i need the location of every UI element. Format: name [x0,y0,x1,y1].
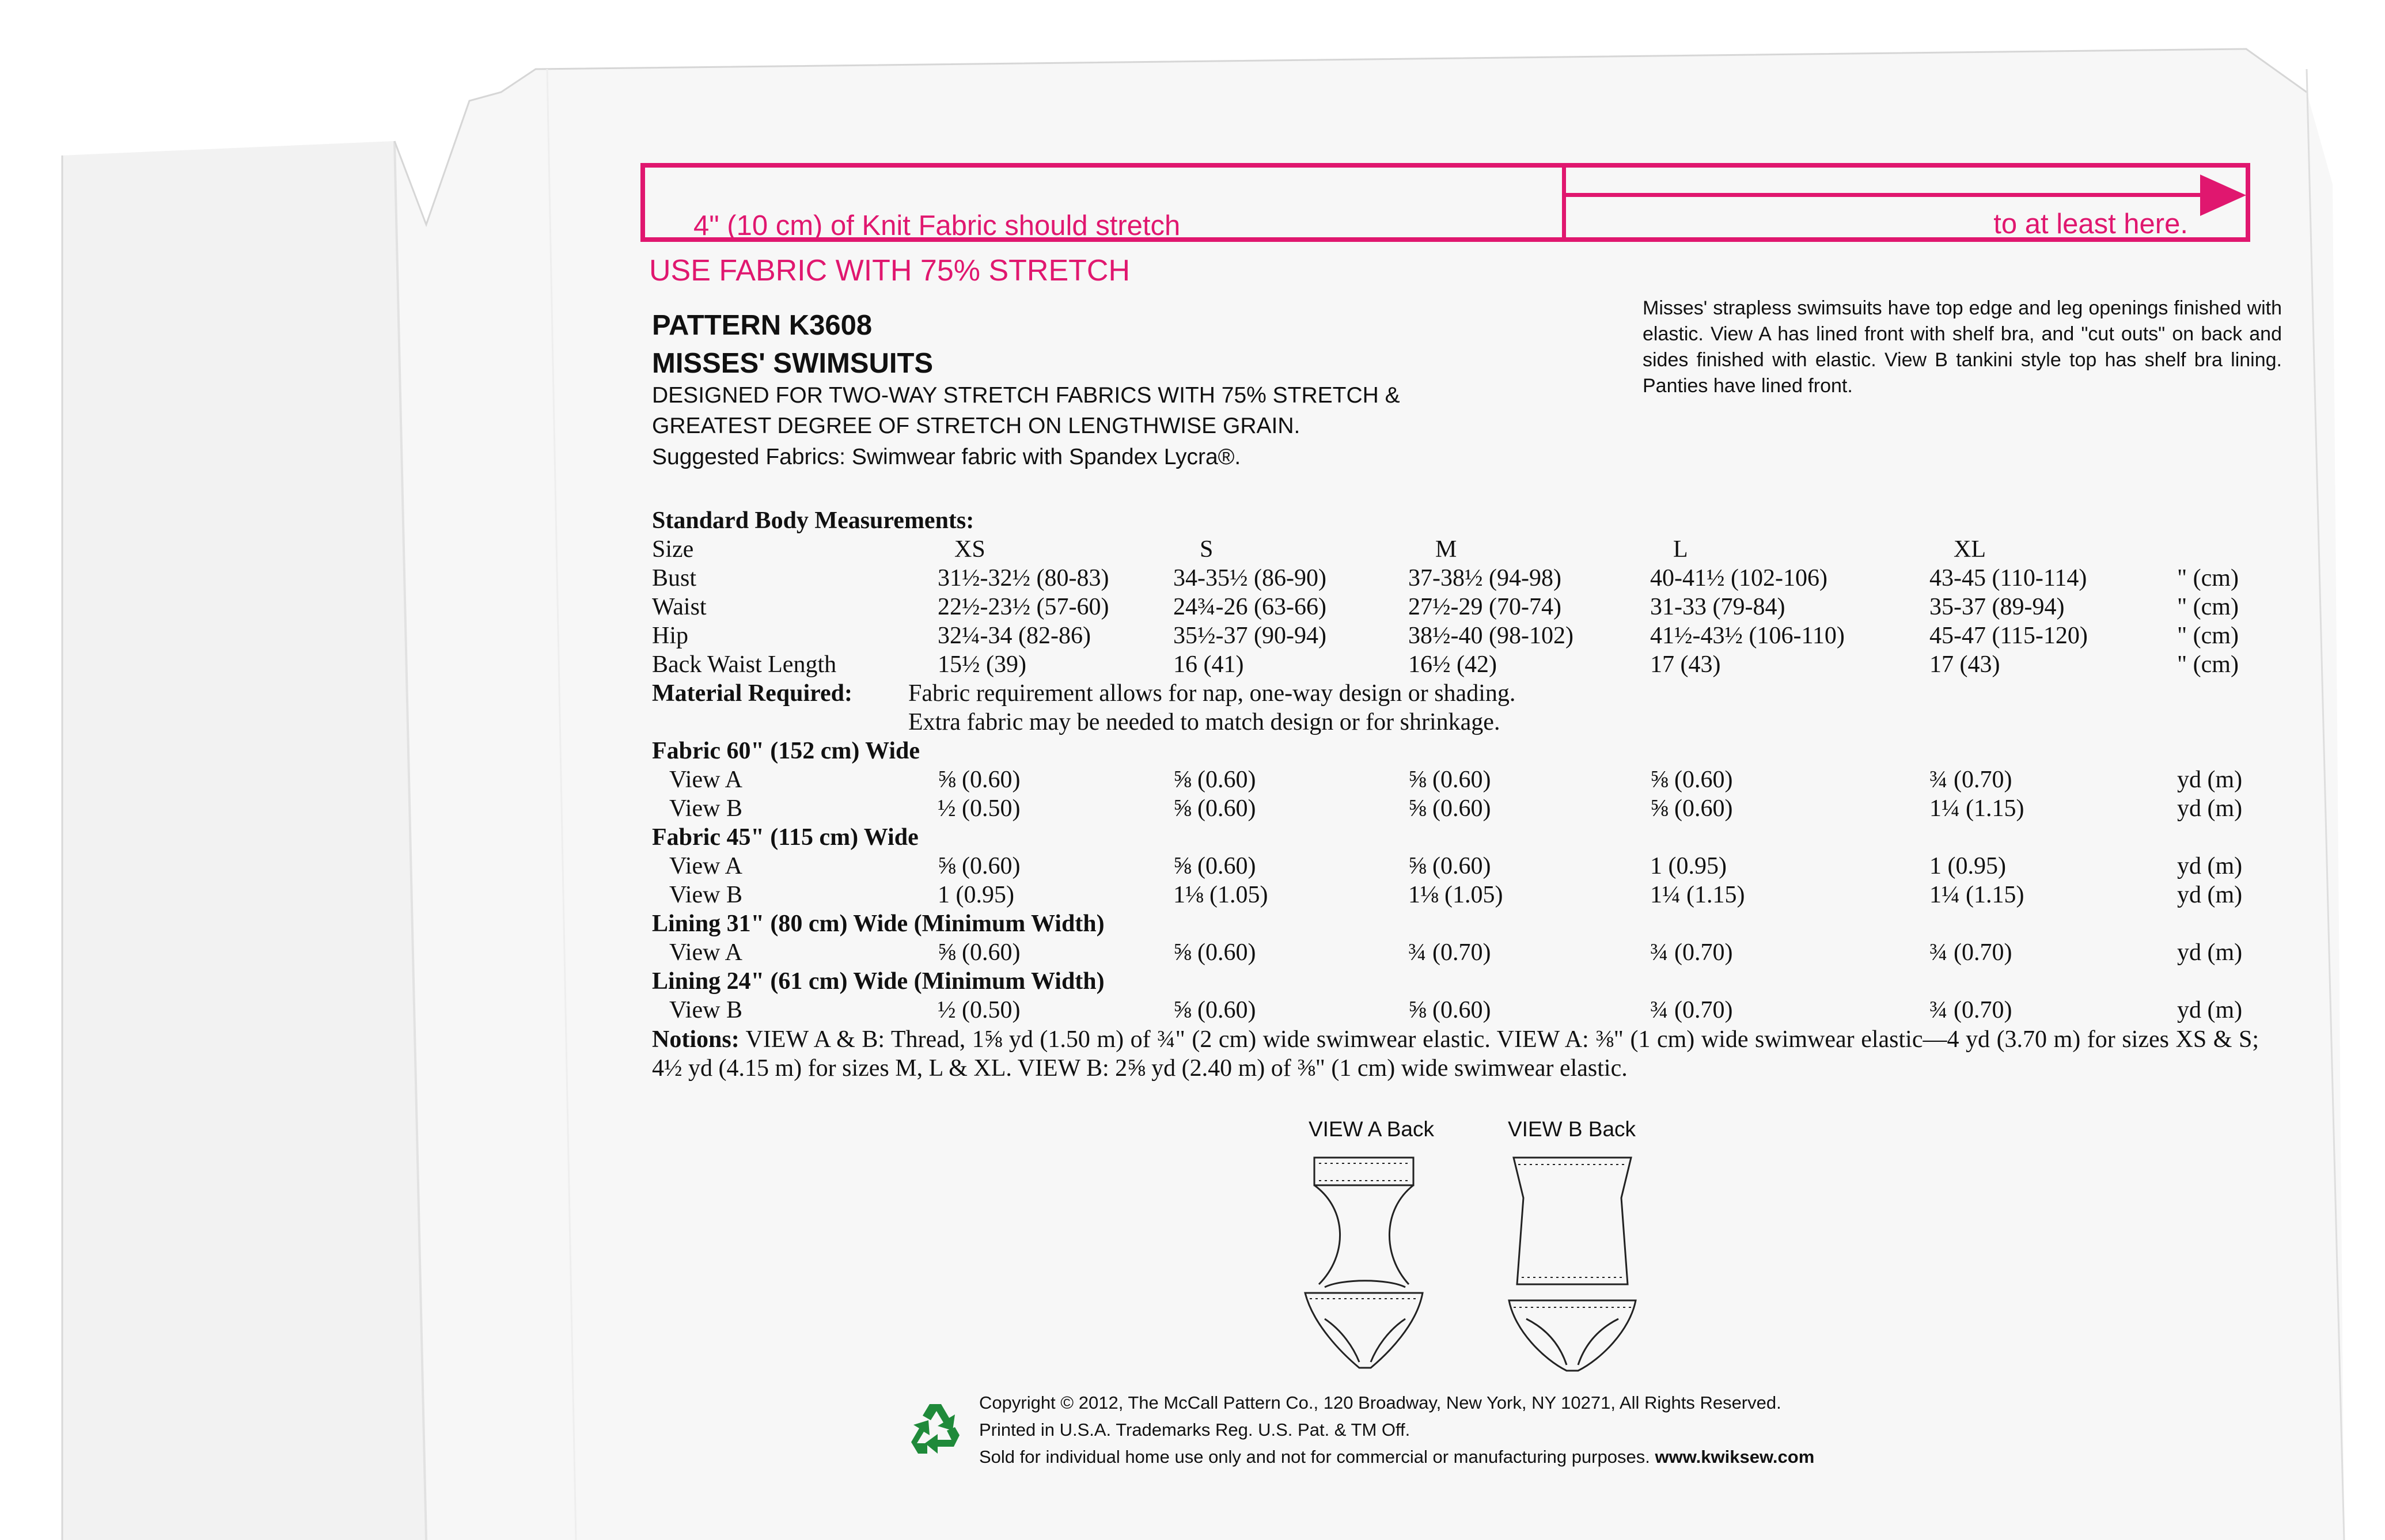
table-cell: 45-47 (115-120) [1929,623,2088,649]
size-s: S [1200,536,1214,563]
copyright-line: Copyright © 2012, The McCall Pattern Co., 120 Broadway, New York, NY 10271, All Rights Reserved. [979,1393,1781,1413]
table-cell: 34-35½ (86-90) [1173,565,1326,591]
table-cell: 1¼ (1.15) [1929,795,2024,822]
unit-label: yd (m) [2177,997,2243,1023]
view-a-back-sketch [1284,1146,1446,1388]
table-cell: 1¼ (1.15) [1650,882,1745,908]
table-cell: ¾ (0.70) [1929,939,2012,966]
gauge-left-text: 4" (10 cm) of Knit Fabric should stretch [693,210,1181,241]
table-cell: ⅝ (0.60) [1173,939,1256,966]
row-label-back-waist-length: Back Waist Length [652,651,837,678]
unit-label: yd (m) [2177,882,2243,908]
table-cell: ⅝ (0.60) [1650,767,1733,793]
gauge-right-text: to at least here. [1993,208,2188,240]
row-label-bust: Bust [652,565,697,591]
table-cell: 16 (41) [1173,651,1244,678]
table-cell: ⅝ (0.60) [1408,853,1491,879]
row-label-view-b: View B [669,997,742,1023]
designed-for-line-1: DESIGNED FOR TWO-WAY STRETCH FABRICS WITH 75% STRETCH & [652,383,1400,408]
table-cell: 41½-43½ (106-110) [1650,623,1845,649]
material-required-label: Material Required: [652,680,852,707]
table-cell: 1⅛ (1.05) [1408,882,1503,908]
table-cell: ⅝ (0.60) [1173,997,1256,1023]
unit-label: " (cm) [2177,651,2239,678]
size-xs: XS [954,536,985,563]
material-note-line-1: Fabric requirement allows for nap, one-way design or shading. [908,680,1516,707]
row-label-view-b: View B [669,882,742,908]
size-xl: XL [1954,536,1986,563]
unit-label: " (cm) [2177,565,2239,591]
fabric-60-heading: Fabric 60" (152 cm) Wide [652,738,920,764]
table-cell: ¾ (0.70) [1408,939,1491,966]
notions-text: VIEW A & B: Thread, 1⅝ yd (1.50 m) of ¾" (2 cm) wide swimwear elastic. VIEW A: ⅜" (1 cm) wide swimwear elastic—4 yd (3.70 m) for sizes XS & S; 4½ yd (4.15 m) for sizes M, L & XL. VIEW B: 2⅝ yd (2.40 m) of ⅜" (1 cm) wide swimwear elastic. [652,1026,2259,1082]
gauge-arrow-line [1566,193,2240,197]
lining-24-heading: Lining 24" (61 cm) Wide (Minimum Width) [652,968,1105,995]
row-label-view-a: View A [669,767,742,793]
stretch-gauge [640,163,2250,242]
table-cell: 1 (0.95) [938,882,1014,908]
table-cell: ¾ (0.70) [1929,997,2012,1023]
table-cell: ⅝ (0.60) [938,939,1021,966]
view-b-back-label: VIEW B Back [1508,1117,1636,1141]
table-cell: ¾ (0.70) [1650,939,1733,966]
gauge-arrow-head [2200,175,2246,216]
sold-for-text: Sold for individual home use only and not for commercial or manufacturing purposes. [979,1447,1650,1467]
table-cell: 31½-32½ (80-83) [938,565,1109,591]
unit-label: yd (m) [2177,853,2243,879]
printed-line: Printed in U.S.A. Trademarks Reg. U.S. Pat. & TM Off. [979,1420,1410,1440]
table-cell: 1 (0.95) [1929,853,2006,879]
table-cell: ⅝ (0.60) [1173,767,1256,793]
table-cell: 32¼-34 (82-86) [938,623,1091,649]
row-label-view-a: View A [669,939,742,966]
table-cell: 37-38½ (94-98) [1408,565,1561,591]
notions-label: Notions: [652,1026,740,1053]
table-cell: 38½-40 (98-102) [1408,623,1573,649]
table-cell: ½ (0.50) [938,997,1021,1023]
table-cell: ¾ (0.70) [1929,767,2012,793]
table-cell: 1¼ (1.15) [1929,882,2024,908]
table-cell: 17 (43) [1650,651,1721,678]
page-title: MISSES' SWIMSUITS [652,348,934,379]
table-cell: 31-33 (79-84) [1650,594,1785,620]
material-note-line-2: Extra fabric may be needed to match design or for shrinkage. [908,709,1500,735]
table-cell: 1 (0.95) [1650,853,1727,879]
fabric-45-heading: Fabric 45" (115 cm) Wide [652,824,919,851]
sold-for-line [979,1447,1814,1467]
lining-31-heading: Lining 31" (80 cm) Wide (Minimum Width) [652,911,1105,937]
row-label-view-a: View A [669,853,742,879]
table-cell: ⅝ (0.60) [1173,795,1256,822]
table-cell: ⅝ (0.60) [1408,997,1491,1023]
designed-for-line-2: GREATEST DEGREE OF STRETCH ON LENGTHWISE GRAIN. [652,414,1300,438]
table-cell: ⅝ (0.60) [1408,767,1491,793]
gauge-divider [1562,168,1566,237]
fabric-stretch-note: USE FABRIC WITH 75% STRETCH [649,254,1130,287]
row-label-waist: Waist [652,594,707,620]
table-cell: ⅝ (0.60) [938,853,1021,879]
measurements-heading: Standard Body Measurements: [652,507,975,534]
size-l: L [1673,536,1688,563]
table-cell: 35-37 (89-94) [1929,594,2065,620]
table-cell: 1⅛ (1.05) [1173,882,1268,908]
suggested-fabrics: Suggested Fabrics: Swimwear fabric with Spandex Lycra®. [652,445,1241,469]
table-cell: 27½-29 (70-74) [1408,594,1561,620]
notions-paragraph [652,1025,2259,1083]
row-label-hip: Hip [652,623,688,649]
unit-label: " (cm) [2177,594,2239,620]
table-cell: 35½-37 (90-94) [1173,623,1326,649]
unit-label: yd (m) [2177,767,2243,793]
table-cell: ⅝ (0.60) [1173,853,1256,879]
size-m: M [1435,536,1457,563]
row-label-view-b: View B [669,795,742,822]
table-cell: 40-41½ (102-106) [1650,565,1827,591]
table-cell: 16½ (42) [1408,651,1497,678]
table-cell: 24¾-26 (63-66) [1173,594,1326,620]
table-cell: ¾ (0.70) [1650,997,1733,1023]
recycle-icon [904,1401,966,1458]
table-cell: 22½-23½ (57-60) [938,594,1109,620]
pattern-number: PATTERN K3608 [652,310,873,341]
table-cell: ⅝ (0.60) [1650,795,1733,822]
table-cell: 15½ (39) [938,651,1026,678]
table-cell: 17 (43) [1929,651,2000,678]
table-cell: 43-45 (110-114) [1929,565,2087,591]
view-a-back-label: VIEW A Back [1309,1117,1434,1141]
table-cell: ½ (0.50) [938,795,1021,822]
unit-label: yd (m) [2177,939,2243,966]
table-cell: ⅝ (0.60) [938,767,1021,793]
unit-label: " (cm) [2177,623,2239,649]
view-b-back-sketch [1492,1146,1653,1388]
unit-label: yd (m) [2177,795,2243,822]
website-link[interactable]: www.kwiksew.com [1655,1447,1815,1467]
style-description: Misses' strapless swimsuits have top edge and leg openings finished with elastic. View A has lined front with shelf bra, and "cut outs" on back and sides finished with elastic. View B tankini style top has shelf bra lining. Panties have lined front. [1643,297,2282,397]
table-cell: ⅝ (0.60) [1408,795,1491,822]
size-label: Size [652,536,694,563]
